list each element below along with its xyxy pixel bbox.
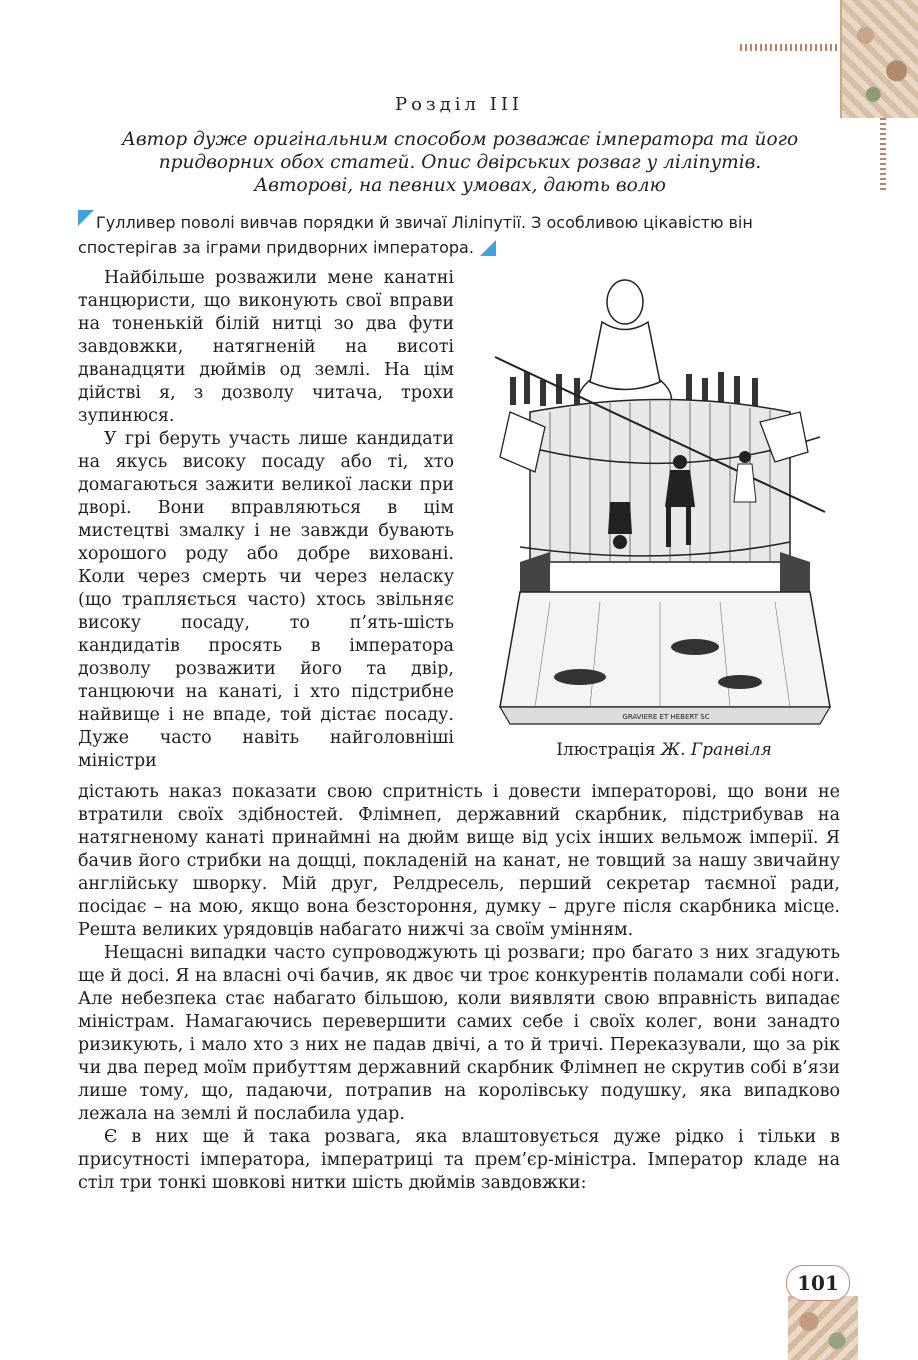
paragraph: Є в них ще й така розвага, яка влаштовується дуже рідко і тільки в присутності імператора, імператриці та прем’єр-міністра. Імператор кладе на стіл три тонкі шовкові нитки шість дюймів завдовжки: [78,1127,840,1193]
illustration-engraving [490,262,838,732]
illustration-caption [490,740,838,760]
summary-line: Авторові, на певних умовах, дають волю [254,175,666,196]
summary-line: придворних обох статей. Опис двірських розваг у ліліпутів. [158,152,762,173]
full-width-text [78,781,840,1195]
bottom-ornament [788,1296,858,1360]
intro-text: Гулливер поволі вивчав порядки й звичаї Ліліпутії. З особливою цікавістю він спостерігав за іграми придворних імператора. [78,213,753,257]
column-text [78,267,454,773]
ornament-dotted-line-vertical [880,118,886,190]
paragraph: Найбільше розважили мене канатні танцюристи, що виконують свої вправи на тоненькій білій нитці зо два фути завдовжки, натягненій на висоті дванадцяти дюймів од землі. На цім дійстві я, з дозволу читача, трохи зупинюся. [78,268,454,426]
section-title: Розділ III [394,94,524,115]
summary-line: Автор дуже оригінальним способом розважає імператора та його [121,129,799,150]
paragraph: дістають наказ показати свою спритність і довести імператорові, що вони не втратили своїх здібностей. Флімнеп, державний скарбник, підстрибував на натягненому канаті принаймні на дюйм вище від усіх інших вельмож імперії. Я бачив його стрибки на дощці, покладеній на канат, не товщий за нашу звичайну англійську шворку. Мій друг, Релдресель, перший секретар таємної ради, посідає – на мою, якщо вона безстороння, думку – друге після скарбника місце. Решта великих урядовців набагато нижчі за своїм умінням. [78,782,840,940]
page-number: 101 [786,1265,850,1301]
caption-author: Ж. Гранвіля [660,740,772,760]
paragraph: Нещасні випадки часто супроводжують ці розваги; про багато з них згадують ще й досі. Я на власні очі бачив, як двоє чи троє конкурентів поламали собі ноги. Але небезпека стає набагато більшою, коли виявляти свою вправність випадає міністрам. Намагаючись перевершити самих себе і своїх колег, вони занадто ризикують, і мало хто з них не падав двічі, а то й тричі. Переказували, що за рік чи два перед моїм прибуттям державний скарбник Флімнеп не скрутив собі в’язи лише тому, що, падаючи, потрапив на королівську подушку, яка випадково лежала на землі й послабила удар. [78,943,840,1124]
blue-triangle-open-icon [78,210,94,226]
caption-prefix: Ілюстрація [556,740,661,760]
chapter-summary [80,128,840,197]
intro-block [78,210,848,260]
blue-triangle-close-icon [480,240,496,256]
paragraph: У грі беруть участь лише кандидати на якусь високу посаду або ті, хто домагаються зажити великої ласки при дворі. Вони вправляються в цім мистецтві змалку і не завжди бувають хорошого роду або добре виховані. Коли через смерть чи через неласку (що трапляється часто) хтось звільняє високу посаду, то п’ять-шість кандидатів просять в імператора дозволу розважити його та двір, танцюючи на канаті, і хто підстрибне найвище і не впаде, той дістає посаду. Дуже часто навіть найголовніші міністри [78,429,454,771]
engraver-signature: GRAVIERE ET HEBERT SC [622,713,710,721]
ornament-dotted-line [740,44,840,51]
